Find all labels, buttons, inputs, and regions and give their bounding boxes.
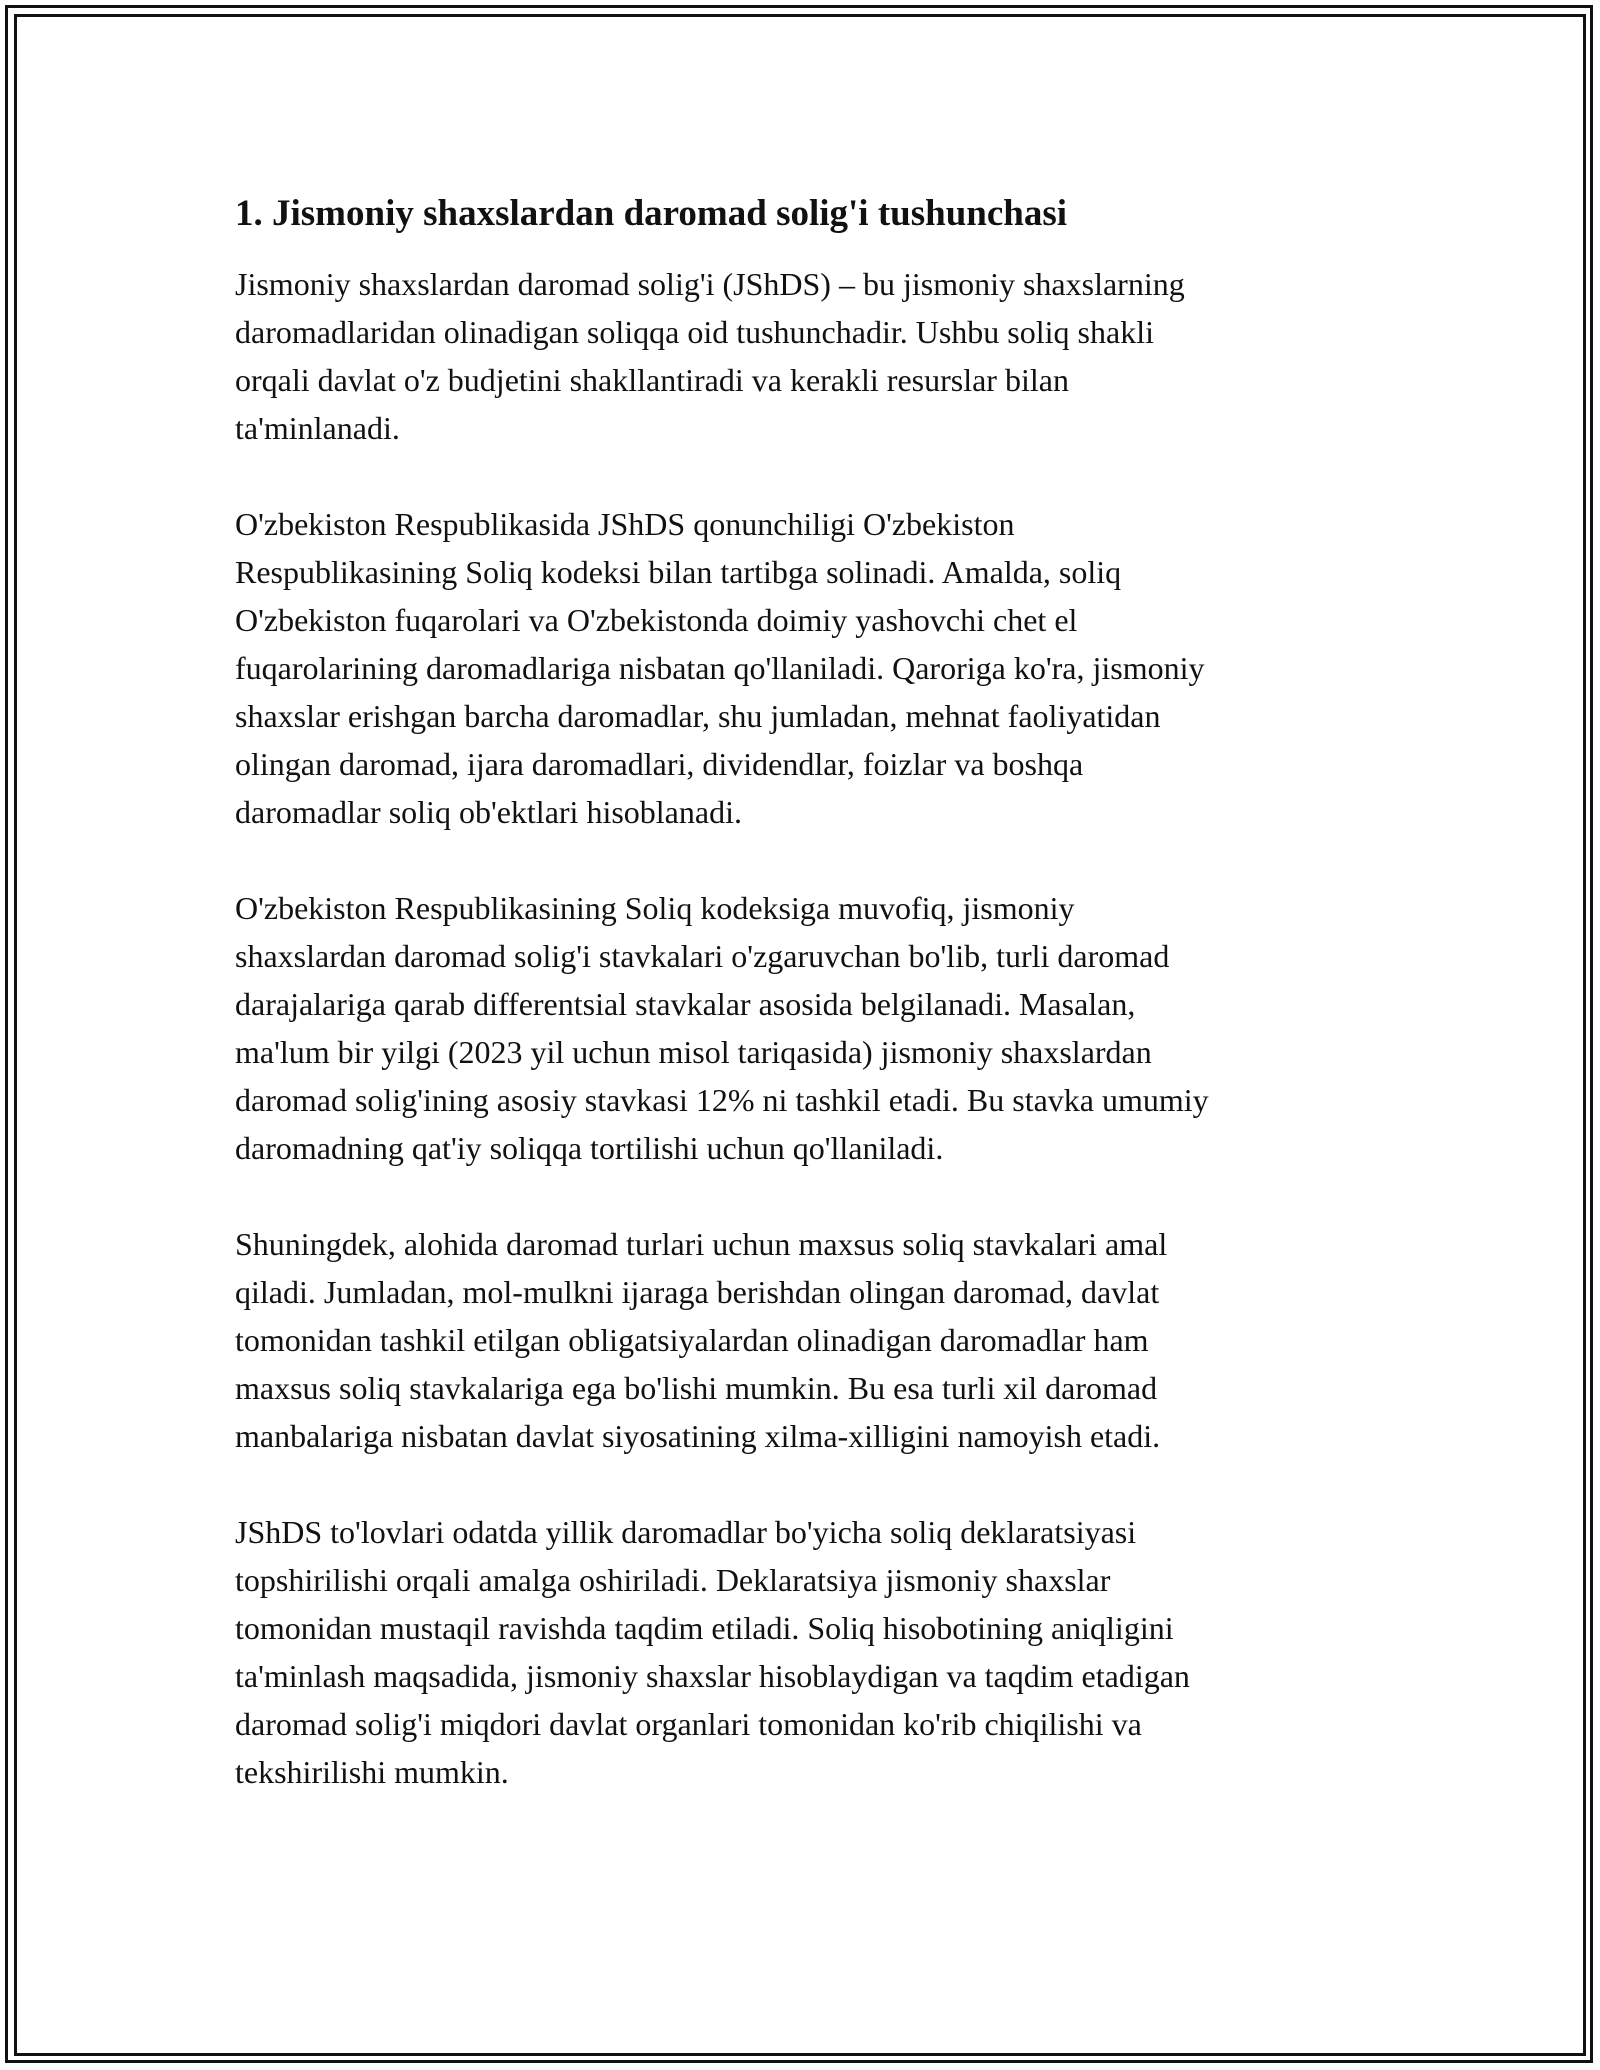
- text-line: Respublikasining Soliq kodeksi bilan tartibga solinadi. Amalda, soliq: [235, 554, 1122, 590]
- text-line: shaxslardan daromad solig'i stavkalari o'zgaruvchan bo'lib, turli daromad: [235, 938, 1170, 974]
- text-line: daromad solig'ining asosiy stavkasi 12% ni tashkil etadi. Bu stavka umumiy: [235, 1082, 1209, 1118]
- text-line: daromadning qat'iy soliqqa tortilishi uchun qo'llaniladi.: [235, 1130, 944, 1166]
- text-line: Jismoniy shaxslardan daromad solig'i (JShDS) – bu jismoniy shaxslarning: [235, 266, 1185, 302]
- text-line: daromad solig'i miqdori davlat organlari tomonidan ko'rib chiqilishi va: [235, 1706, 1142, 1742]
- text-line: O'zbekiston fuqarolari va O'zbekistonda doimiy yashovchi chet el: [235, 602, 1078, 638]
- text-line: orqali davlat o'z budjetini shakllantiradi va kerakli resurslar bilan: [235, 362, 1069, 398]
- text-line: maxsus soliq stavkalariga ega bo'lishi mumkin. Bu esa turli xil daromad: [235, 1370, 1158, 1406]
- text-line: ta'minlanadi.: [235, 410, 400, 446]
- text-line: tomonidan mustaqil ravishda taqdim etiladi. Soliq hisobotining aniqligini: [235, 1610, 1174, 1646]
- text-line: ta'minlash maqsadida, jismoniy shaxslar hisoblaydigan va taqdim etadigan: [235, 1658, 1190, 1694]
- paragraph-2: [235, 500, 1365, 836]
- text-line: tomonidan tashkil etilgan obligatsiyalardan olinadigan daromadlar ham: [235, 1322, 1149, 1358]
- text-line: JShDS to'lovlari odatda yillik daromadlar bo'yicha soliq deklaratsiyasi: [235, 1514, 1137, 1550]
- paragraph-3: [235, 884, 1365, 1172]
- paragraph-1: [235, 260, 1365, 452]
- text-line: O'zbekiston Respublikasining Soliq kodeksiga muvofiq, jismoniy: [235, 890, 1075, 926]
- section-heading: 1. Jismoniy shaxslardan daromad solig'i tushunchasi: [235, 193, 1068, 234]
- text-line: topshirilishi orqali amalga oshiriladi. Deklaratsiya jismoniy shaxslar: [235, 1562, 1111, 1598]
- text-line: olingan daromad, ijara daromadlari, dividendlar, foizlar va boshqa: [235, 746, 1084, 782]
- text-line: Shuningdek, alohida daromad turlari uchun maxsus soliq stavkalari amal: [235, 1226, 1168, 1262]
- text-line: qiladi. Jumladan, mol-mulkni ijaraga berishdan olingan daromad, davlat: [235, 1274, 1160, 1310]
- text-line: fuqarolarining daromadlariga nisbatan qo'llaniladi. Qaroriga ko'ra, jismoniy: [235, 650, 1205, 686]
- text-line: daromadlaridan olinadigan soliqqa oid tushunchadir. Ushbu soliq shakli: [235, 314, 1154, 350]
- paragraph-5: [235, 1508, 1365, 1796]
- text-line: ma'lum bir yilgi (2023 yil uchun misol tariqasida) jismoniy shaxslardan: [235, 1034, 1152, 1070]
- text-line: manbalariga nisbatan davlat siyosatining xilma-xilligini namoyish etadi.: [235, 1418, 1161, 1454]
- text-line: darajalariga qarab differentsial stavkalar asosida belgilanadi. Masalan,: [235, 986, 1136, 1022]
- text-line: tekshirilishi mumkin.: [235, 1754, 509, 1790]
- text-line: O'zbekiston Respublikasida JShDS qonunchiligi O'zbekiston: [235, 506, 1015, 542]
- document-body: [235, 190, 1365, 1844]
- text-line: shaxslar erishgan barcha daromadlar, shu jumladan, mehnat faoliyatidan: [235, 698, 1161, 734]
- text-line: daromadlar soliq ob'ektlari hisoblanadi.: [235, 794, 742, 830]
- paragraph-4: [235, 1220, 1365, 1460]
